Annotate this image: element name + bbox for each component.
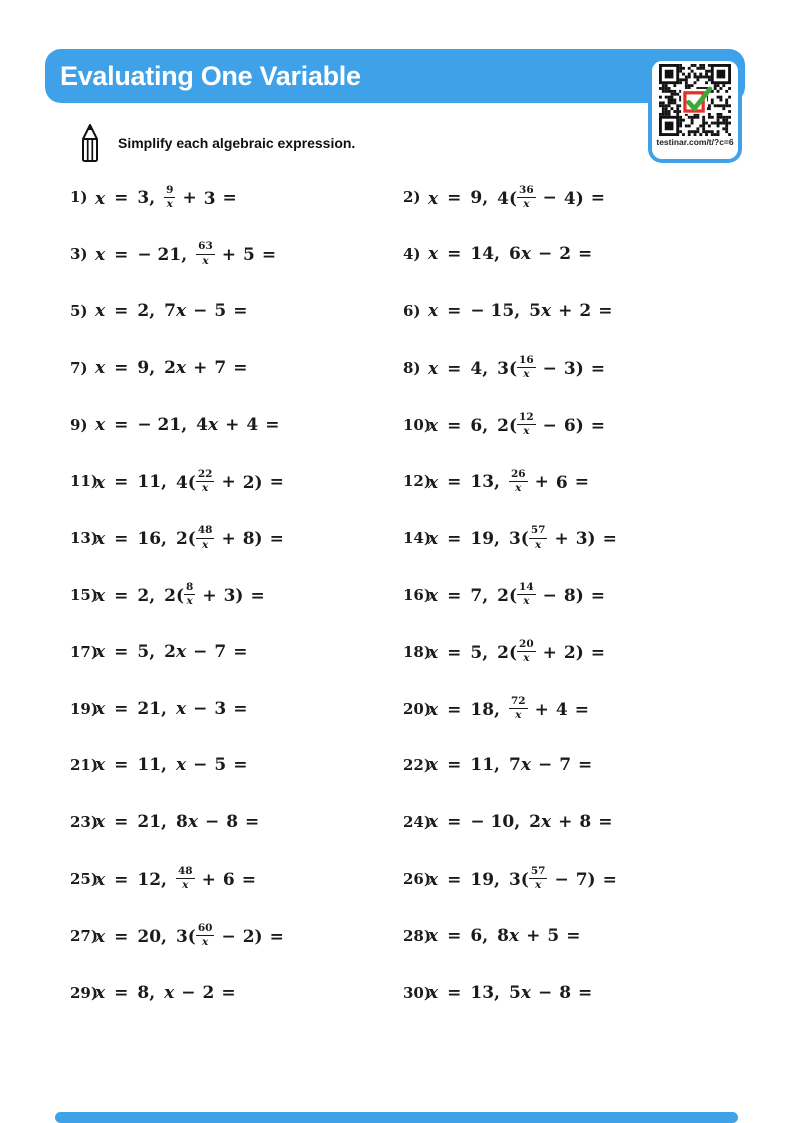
problem-number: 4): [403, 245, 421, 264]
fraction: $\frac{22}{x}$: [197, 467, 213, 494]
problem-item: [403, 283, 753, 340]
problem-expression: x = 14, 6x − 2 =: [428, 244, 593, 265]
instruction-row: [78, 122, 355, 164]
problem-expression: x = 6, 2( $\frac{12}{x}$ − 6) =: [428, 410, 606, 438]
problem-number: 30): [403, 983, 431, 1002]
problem-expression: x = 20, 3( $\frac{60}{x}$ − 2) =: [95, 921, 284, 949]
problem-number: 6): [403, 301, 421, 320]
problem-expression: x = 8, x − 2 =: [95, 982, 236, 1003]
problem-item: [70, 169, 403, 226]
problem-expression: x = 18, $\frac{72}{x}$ + 4 =: [428, 694, 589, 722]
fraction: $\frac{8}{x}$: [186, 581, 194, 608]
instruction-text: Simplify each algebraic expression.: [118, 135, 356, 151]
problem-number: 18): [403, 642, 431, 661]
problem-expression: x = 11, 4( $\frac{22}{x}$ + 2) =: [95, 467, 284, 494]
problem-expression: x = 21, 8x − 8 =: [95, 812, 260, 833]
fraction: $\frac{16}{x}$: [519, 353, 534, 381]
fraction: $\frac{14}{x}$: [519, 581, 534, 608]
header-bar: [45, 49, 745, 103]
problem-number: 11): [70, 472, 98, 491]
problem-item: [70, 453, 403, 510]
problem-expression: x = 12, $\frac{48}{x}$ + 6 =: [95, 865, 256, 892]
problem-item: [403, 169, 753, 226]
problem-item: [70, 794, 403, 851]
problem-number: 15): [70, 585, 98, 604]
problem-item: [70, 907, 403, 964]
problem-number: 10): [403, 415, 431, 434]
fraction: $\frac{63}{x}$: [198, 240, 213, 267]
problem-expression: x = − 21, $\frac{63}{x}$ + 5 =: [95, 240, 277, 267]
problem-item: [403, 453, 753, 510]
problem-expression: x = − 21, 4x + 4 =: [95, 414, 280, 435]
problem-expression: x = 9, 2x + 7 =: [95, 357, 248, 378]
problem-number: 27): [70, 926, 98, 945]
problem-item: [70, 737, 403, 794]
problem-item: [403, 794, 753, 851]
problem-item: [70, 851, 403, 908]
fraction: $\frac{26}{x}$: [510, 467, 526, 494]
fraction: $\frac{48}{x}$: [197, 524, 213, 551]
problem-item: [70, 964, 403, 1021]
problem-item: [403, 567, 753, 624]
problem-expression: x = 19, 3( $\frac{57}{x}$ − 7) =: [428, 865, 617, 892]
problem-number: 9): [70, 415, 88, 434]
problem-number: 24): [403, 813, 431, 832]
problem-item: [70, 283, 403, 340]
problem-item: [403, 907, 753, 964]
problem-number: 29): [70, 983, 98, 1002]
problem-expression: x = 5, 2x − 7 =: [95, 641, 248, 662]
problem-item: [403, 623, 753, 680]
problem-expression: x = 11, 7x − 7 =: [428, 755, 593, 776]
fraction: $\frac{72}{x}$: [510, 694, 526, 722]
pencil-icon: [78, 122, 102, 164]
problems-grid: [70, 169, 753, 1021]
problem-number: 3): [70, 245, 88, 264]
problem-item: [403, 226, 753, 283]
problem-expression: x = − 15, 5x + 2 =: [428, 300, 613, 321]
problem-number: 1): [70, 188, 88, 207]
problem-number: 14): [403, 529, 431, 548]
problem-expression: x = 2, 2( $\frac{8}{x}$ + 3) =: [95, 581, 265, 608]
problem-item: [403, 680, 753, 737]
problem-expression: x = 7, 2( $\frac{14}{x}$ − 8) =: [428, 581, 606, 608]
problem-item: [70, 339, 403, 396]
problem-expression: x = 2, 7x − 5 =: [95, 300, 248, 321]
problem-number: 21): [70, 756, 98, 775]
problem-number: 5): [70, 301, 88, 320]
problem-expression: x = 21, x − 3 =: [95, 698, 248, 719]
problem-item: [403, 510, 753, 567]
problem-item: [70, 226, 403, 283]
problem-number: 12): [403, 472, 431, 491]
fraction: $\frac{48}{x}$: [177, 865, 193, 892]
problem-expression: x = 16, 2( $\frac{48}{x}$ + 8) =: [95, 524, 284, 551]
fraction: $\frac{57}{x}$: [530, 865, 546, 892]
problem-expression: x = 13, 5x − 8 =: [428, 982, 593, 1003]
page-title: Evaluating One Variable: [60, 61, 361, 91]
problem-expression: x = 11, x − 5 =: [95, 755, 248, 776]
problem-item: [70, 623, 403, 680]
problem-number: 2): [403, 188, 421, 207]
problem-expression: x = 5, 2( $\frac{20}{x}$ + 2) =: [428, 637, 606, 665]
problem-expression: x = 9, 4( $\frac{36}{x}$ − 4) =: [428, 183, 606, 210]
qr-code: [659, 64, 731, 136]
fraction: $\frac{20}{x}$: [519, 637, 534, 665]
problem-number: 26): [403, 869, 431, 888]
problem-item: [70, 680, 403, 737]
fraction: $\frac{12}{x}$: [519, 410, 534, 438]
problem-number: 13): [70, 529, 98, 548]
problem-number: 17): [70, 642, 98, 661]
problem-expression: x = 13, $\frac{26}{x}$ + 6 =: [428, 467, 589, 494]
problem-item: [403, 339, 753, 396]
qr-url-label: testinar.com/t/?c=6: [656, 137, 734, 147]
fraction: $\frac{36}{x}$: [519, 183, 534, 210]
fraction: $\frac{9}{x}$: [166, 183, 174, 210]
problem-item: [403, 964, 753, 1021]
footer-bar: [55, 1112, 738, 1123]
qr-code-block: [648, 57, 742, 163]
problem-item: [403, 851, 753, 908]
problem-number: 28): [403, 926, 431, 945]
problem-number: 7): [70, 358, 88, 377]
problem-expression: x = 19, 3( $\frac{57}{x}$ + 3) =: [428, 524, 617, 551]
fraction: $\frac{57}{x}$: [530, 524, 546, 551]
problem-item: [403, 396, 753, 453]
problem-expression: x = 4, 3( $\frac{16}{x}$ − 3) =: [428, 353, 606, 381]
problem-number: 20): [403, 699, 431, 718]
problem-number: 23): [70, 813, 98, 832]
qr-inner-panel: [652, 61, 738, 159]
problem-number: 8): [403, 358, 421, 377]
problem-number: 25): [70, 869, 98, 888]
problem-expression: x = 6, 8x + 5 =: [428, 925, 581, 946]
problem-expression: x = − 10, 2x + 8 =: [428, 812, 613, 833]
fraction: $\frac{60}{x}$: [197, 921, 213, 949]
problem-item: [70, 567, 403, 624]
problem-number: 19): [70, 699, 98, 718]
problem-number: 16): [403, 585, 431, 604]
problem-item: [70, 396, 403, 453]
problem-item: [403, 737, 753, 794]
problem-number: 22): [403, 756, 431, 775]
problem-item: [70, 510, 403, 567]
problem-expression: x = 3, $\frac{9}{x}$ + 3 =: [95, 183, 237, 210]
